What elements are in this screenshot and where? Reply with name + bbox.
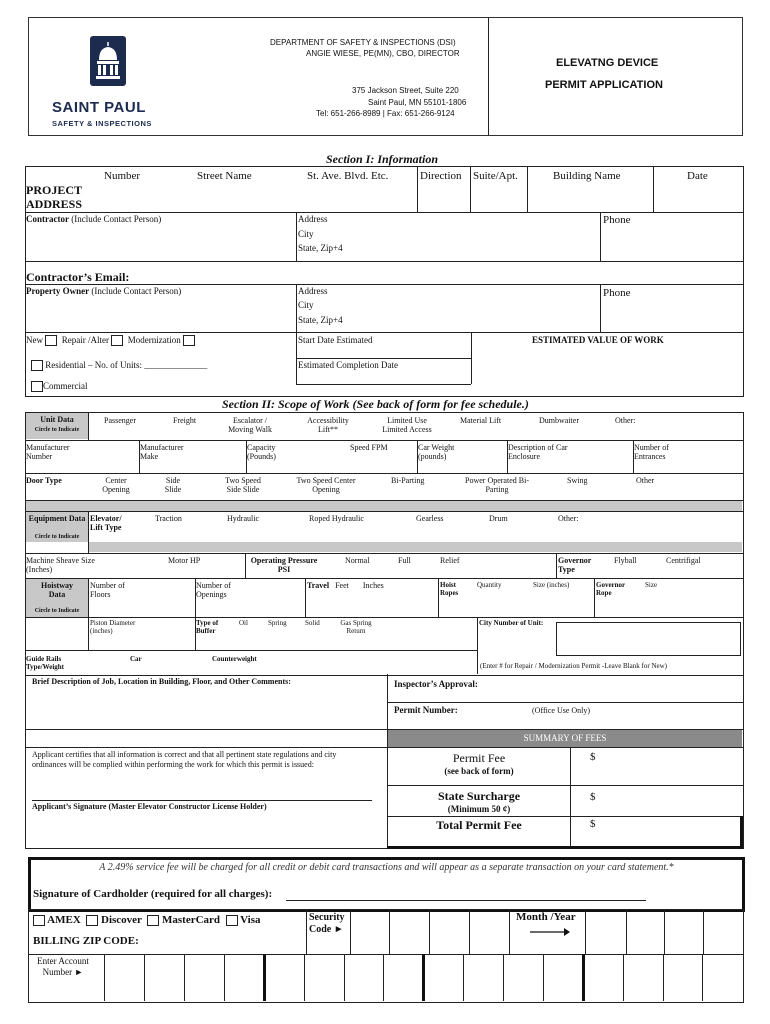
travel-label: Travel Feet Inches: [307, 581, 384, 590]
door-two-speed-side-slide[interactable]: Two Speed Side Slide: [225, 476, 261, 495]
repair-alter-checkbox[interactable]: [111, 335, 123, 346]
openings-label: Number of Openings: [196, 581, 231, 600]
capitol-dome-icon: [90, 36, 126, 86]
section1-title: Section I: Information: [326, 152, 439, 166]
manufacturer-make-label: Manufacturer Make: [140, 443, 184, 462]
arrow-right-icon: [530, 927, 570, 937]
modernization-checkbox[interactable]: [183, 335, 195, 346]
logo-sub: SAFETY & INSPECTIONS: [52, 119, 152, 128]
operating-pressure-label: Operating Pressure PSI: [250, 556, 318, 575]
lift-gearless[interactable]: Gearless: [416, 514, 444, 523]
buffer-spring[interactable]: Spring: [268, 619, 287, 627]
logo-name: SAINT PAUL: [52, 99, 146, 116]
contractor-address-label: Address: [298, 214, 328, 224]
col-building-name: Building Name: [553, 170, 621, 182]
owner-address-label: Address: [298, 286, 328, 296]
form-title-line2: PERMIT APPLICATION: [545, 79, 663, 91]
owner-phone-label: Phone: [603, 287, 631, 299]
permit-fee-dollar[interactable]: $: [590, 751, 596, 763]
door-center-opening[interactable]: Center Opening: [102, 476, 130, 495]
unit-material-lift[interactable]: Material Lift: [460, 416, 502, 425]
rope-quantity-label: Quantity: [477, 581, 502, 589]
buffer-solid[interactable]: Solid: [305, 619, 320, 627]
car-enclosure-label: Description of Car Enclosure: [508, 443, 568, 462]
mastercard-checkbox[interactable]: [147, 915, 159, 926]
total-permit-fee-label: Total Permit Fee: [436, 818, 522, 832]
door-two-speed-center[interactable]: Two Speed Center Opening: [296, 476, 356, 495]
col-street-name: Street Name: [197, 170, 252, 182]
residential-option: Residential – No. of Units: ______________: [31, 360, 207, 371]
cardholder-signature-label: Signature of Cardholder (required for all charges):: [33, 888, 273, 900]
pressure-relief[interactable]: Relief: [440, 556, 460, 565]
card-type-options: AMEX Discover MasterCard Visa: [33, 914, 260, 927]
account-number-input[interactable]: [105, 955, 741, 1000]
lift-drum[interactable]: Drum: [489, 514, 508, 523]
door-power-bi-parting[interactable]: Power Operated Bi-Parting: [465, 476, 529, 495]
owner-state-label: State, Zip+4: [298, 315, 343, 325]
visa-checkbox[interactable]: [226, 915, 238, 926]
buffer-oil[interactable]: Oil: [239, 619, 248, 627]
machine-sheave-label: Machine Sheave Size (Inches): [26, 556, 95, 575]
discover-checkbox[interactable]: [86, 915, 98, 926]
lift-other[interactable]: Other:: [558, 514, 579, 523]
estimated-value-label: ESTIMATED VALUE OF WORK: [532, 335, 664, 345]
unit-data-circle-note: Circle to Indicate: [34, 427, 80, 433]
lift-roped-hydraulic[interactable]: Roped Hydraulic: [309, 514, 364, 523]
new-label: New: [26, 335, 43, 345]
hoist-ropes-label: Hoist Ropes: [440, 581, 459, 598]
capacity-label: Capacity (Pounds): [247, 443, 276, 462]
certification-text: Applicant certifies that all information is correct and that all pertinent state regulations and city ordinances will be complied within performing the work for which this permit is issued:: [32, 750, 337, 770]
door-other[interactable]: Other: [636, 476, 655, 485]
state-surcharge-minimum: (Minimum 50 ¢): [447, 804, 511, 814]
form-title-line1: ELEVATNG DEVICE: [556, 57, 659, 69]
permit-fee-label: Permit Fee: [452, 751, 506, 765]
owner-city-label: City: [298, 300, 314, 310]
door-bi-parting[interactable]: Bi-Parting: [391, 476, 425, 485]
unit-freight[interactable]: Freight: [173, 416, 197, 425]
governor-type-label: Governor Type: [558, 556, 592, 575]
applicant-signature-label: Applicant’s Signature (Master Elevator Constructor License Holder): [32, 802, 267, 811]
governor-rope-size-label: Size: [645, 581, 658, 589]
governor-rope-label: Governor Rope: [596, 581, 626, 598]
governor-centrifugal[interactable]: Centrifigal: [666, 556, 701, 565]
repair-alter-label: Repair /Alter: [61, 335, 109, 345]
city-number-input[interactable]: [556, 622, 741, 656]
equipment-circle-note: Circle to Indicate: [34, 534, 80, 540]
city-number-label: City Number of Unit:: [479, 619, 544, 627]
commercial-checkbox[interactable]: [31, 381, 43, 392]
lift-traction[interactable]: Traction: [155, 514, 182, 523]
equipment-data-label: Equipment Data: [28, 514, 86, 523]
dsi-address-line1: 375 Jackson Street, Suite 220: [352, 86, 459, 95]
col-date: Date: [687, 170, 708, 182]
logo: [90, 36, 126, 86]
hoistway-data-label: Hoistway Data: [41, 581, 73, 600]
state-surcharge-dollar[interactable]: $: [590, 791, 596, 803]
piston-diameter-label: Piston Diameter (inches): [90, 619, 136, 636]
permit-fee-note: (see back of form): [444, 766, 514, 776]
car-weight-label: Car Weight (pounds): [418, 443, 455, 462]
col-suite: Suite/Apt.: [473, 170, 518, 182]
dsi-address-line2: Saint Paul, MN 55101-1806: [368, 98, 467, 107]
total-permit-fee-dollar[interactable]: $: [590, 818, 596, 830]
col-number: Number: [104, 170, 141, 182]
floors-label: Number of Floors: [90, 581, 125, 600]
manufacturer-number-label: Manufacturer Number: [26, 443, 70, 462]
unit-accessibility-lift[interactable]: Accessibility Lift**: [307, 416, 349, 435]
door-side-slide[interactable]: Side Slide: [164, 476, 182, 495]
director-name: ANGIE WIESE, PE(MN), CBO, DIRECTOR: [306, 49, 460, 58]
summary-of-fees-header: SUMMARY OF FEES: [523, 733, 607, 743]
col-direction: Direction: [420, 170, 462, 182]
contractor-email-label: Contractor’s Email:: [26, 270, 130, 284]
contractor-city-label: City: [298, 229, 314, 239]
commercial-option: Commercial: [31, 381, 88, 392]
lift-hydraulic[interactable]: Hydraulic: [227, 514, 259, 523]
completion-date-label: Estimated Completion Date: [298, 360, 398, 370]
col-street-type: St. Ave. Blvd. Etc.: [307, 170, 389, 182]
buffer-gas-spring[interactable]: Gas Spring Return: [340, 619, 372, 636]
property-owner-label: Property Owner (Include Contact Person): [26, 286, 182, 296]
speed-fpm-label: Speed FPM: [350, 443, 388, 452]
amex-checkbox[interactable]: [33, 915, 45, 926]
contractor-state-label: State, Zip+4: [298, 243, 343, 253]
pressure-normal[interactable]: Normal: [345, 556, 370, 565]
unit-data-label: Unit Data: [40, 415, 74, 424]
office-use-note: (Office Use Only): [532, 706, 591, 715]
unit-limited-use[interactable]: Limited Use Limited Access: [382, 416, 432, 435]
enter-number-note: (Enter # for Repair / Modernization Permit -Leave Blank for New): [480, 662, 667, 670]
month-year-label: Month /Year: [516, 911, 576, 923]
start-date-label: Start Date Estimated: [298, 335, 373, 345]
work-type-options: [26, 335, 195, 346]
cardholder-signature-line[interactable]: [286, 900, 646, 901]
permit-number-label: Permit Number:: [394, 705, 458, 715]
dsi-phone-fax: Tel: 651-266-8989 | Fax: 651-266-9124: [316, 109, 455, 118]
contractor-phone-label: Phone: [603, 214, 631, 226]
guide-rails-label: Guide Rails Type/Weight: [26, 655, 64, 672]
inspector-approval-label: Inspector’s Approval:: [394, 679, 478, 689]
hoistway-circle-note: Circle to Indicate: [34, 608, 80, 614]
door-swing[interactable]: Swing: [567, 476, 588, 485]
new-checkbox[interactable]: [45, 335, 57, 346]
section2-title: Section II: Scope of Work (See back of form for fee schedule.): [222, 397, 529, 411]
billing-zip-label: BILLING ZIP CODE:: [33, 935, 139, 947]
enter-account-label: Enter Account Number ►: [37, 956, 89, 978]
modernization-label: Modernization: [127, 335, 181, 345]
brief-description-label: Brief Description of Job, Location in Building, Floor, and Other Comments:: [32, 677, 291, 686]
buffer-type-label: Type of Buffer: [196, 619, 219, 636]
guide-rails-counterweight-label: Counterweight: [212, 655, 257, 663]
residential-checkbox[interactable]: [31, 360, 43, 371]
security-code-label: Security Code ►: [309, 912, 345, 935]
project-address-label: PROJECT ADDRESS: [26, 183, 83, 212]
lift-type-label: Elevator/ Lift Type: [90, 514, 122, 533]
contractor-label: Contractor (Include Contact Person): [26, 214, 162, 224]
unit-other[interactable]: Other:: [615, 416, 636, 425]
door-type-label: Door Type: [26, 476, 62, 485]
entrances-label: Number of Entrances: [634, 443, 669, 462]
pressure-full[interactable]: Full: [398, 556, 411, 565]
unit-dumbwaiter[interactable]: Dumbwaiter: [539, 416, 579, 425]
unit-passenger[interactable]: Passenger: [104, 416, 136, 425]
guide-rails-car-label: Car: [130, 655, 142, 663]
unit-escalator[interactable]: Escalator / Moving Walk: [228, 416, 272, 435]
service-fee-notice: A 2.49% service fee will be charged for all credit or debit card transactions and will appear as a separate transaction on your card statement.*: [99, 862, 674, 873]
governor-flyball[interactable]: Flyball: [614, 556, 637, 565]
state-surcharge-label: State Surcharge: [437, 789, 521, 803]
rope-size-label: Size (inches): [533, 581, 570, 589]
dept-name: DEPARTMENT OF SAFETY & INSPECTIONS (DSI): [270, 38, 456, 47]
motor-hp-label: Motor HP: [168, 556, 201, 565]
